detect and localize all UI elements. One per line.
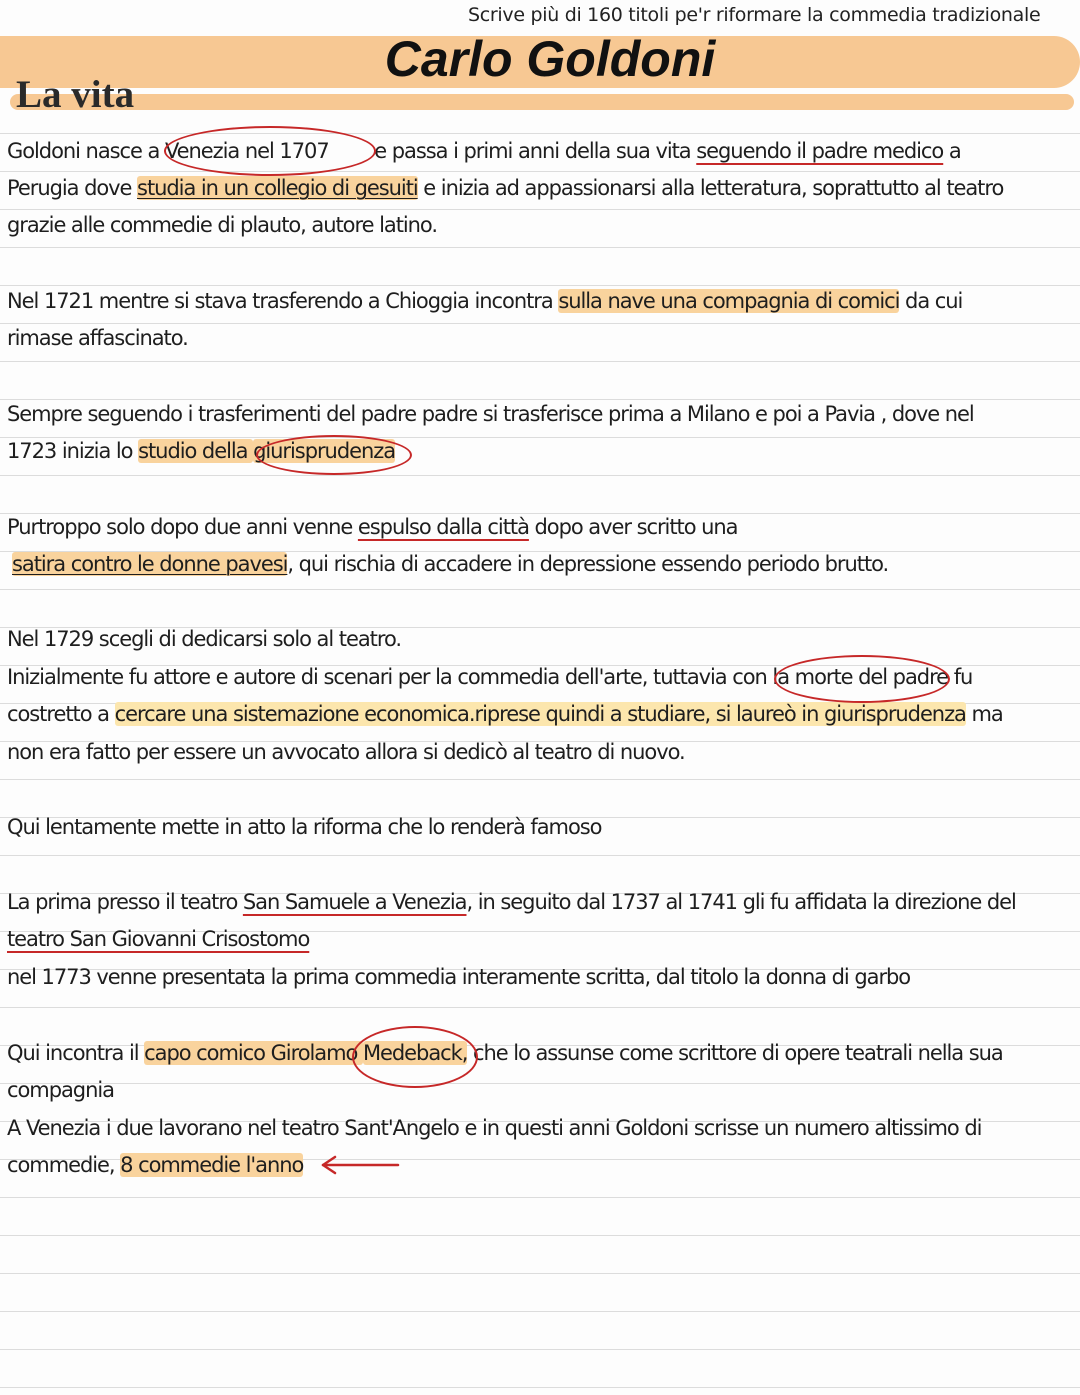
text-run: nel 1773 venne presentata la prima commedia interamente scritta, dal titolo la donna di garbo: [7, 965, 911, 989]
rule-line: [0, 1387, 1080, 1388]
paragraph-line: [7, 924, 1080, 954]
text-run: a: [943, 139, 961, 163]
text-run: Nel 1721 mentre si stava trasferendo a Chioggia incontra: [7, 289, 559, 313]
underlined-text: teatro San Giovanni Crisostomo: [7, 927, 310, 951]
paragraph-line: [7, 286, 1080, 316]
rule-line: [0, 1311, 1080, 1312]
circled-text-morte: morte del padre: [794, 665, 949, 689]
arrow-left-icon: [318, 1153, 402, 1177]
rule-line: [0, 475, 1080, 476]
highlighted-text: studia in un collegio di gesuiti: [137, 176, 418, 200]
text-run: Sempre seguendo i trasferimenti del padre padre si trasferisce prima a Milano e poi a Pavia , dove nel: [7, 402, 974, 426]
text-run: Goldoni nasce a: [7, 139, 165, 163]
paragraph-line: [7, 210, 1080, 240]
highlighted-text: satira contro le donne pavesi: [12, 552, 288, 576]
text-run: Nel 1729 scegli di dedicarsi solo al teatro.: [7, 627, 402, 651]
rule-line: [0, 1235, 1080, 1236]
highlighted-text: 8 commedie l'anno: [120, 1153, 304, 1177]
rule-line: [0, 589, 1080, 590]
highlighted-text: cercare una sistemazione economica.riprese quindi a studiare, si laureò in giurisprudenza: [114, 702, 966, 726]
text-run: Qui incontra il: [7, 1041, 145, 1065]
rule-line: [0, 1273, 1080, 1274]
red-circle-annotation: [164, 126, 376, 176]
text-run: Purtroppo solo dopo due anni venne: [7, 515, 358, 539]
text-run: commedie,: [7, 1153, 121, 1177]
text-run: compagnia: [7, 1078, 114, 1102]
underlined-text: espulso dalla città: [357, 515, 529, 539]
text-run: e passa i primi anni della sua vita: [368, 139, 697, 163]
paragraph-line: [7, 812, 1080, 842]
paragraph-line: [7, 962, 1080, 992]
underlined-text: San Samuele a Venezia: [242, 890, 467, 914]
paragraph-line: [7, 436, 1080, 466]
rule-line: [0, 855, 1080, 856]
rule-line: [0, 1197, 1080, 1198]
paragraph-line: [7, 737, 1080, 767]
circled-text-venezia: Venezia nel 1707: [164, 139, 329, 163]
text-run: Inizialmente fu attore e autore di scenari per la commedia dell'arte, tuttavia con la: [7, 665, 795, 689]
rule-line: [0, 361, 1080, 362]
highlighted-text: capo comico Girolamo: [144, 1041, 363, 1065]
paragraph-line: [7, 549, 1080, 579]
text-run: , in seguito dal 1737 al 1741 gli fu affidata la direzione del: [466, 890, 1016, 914]
text-run: non era fatto per essere un avvocato allora si dedicò al teatro di nuovo.: [7, 740, 685, 764]
text-run: Perugia dove: [7, 176, 138, 200]
text-run: da cui: [899, 289, 963, 313]
text-run: che lo assunse come scrittore di opere teatrali nella sua: [467, 1041, 1003, 1065]
highlighted-text: studio della: [138, 439, 254, 463]
paragraph-line: [7, 699, 1080, 729]
text-run: grazie alle commedie di plauto, autore latino.: [7, 213, 437, 237]
text-run: dopo aver scritto una: [528, 515, 738, 539]
rule-line: [0, 779, 1080, 780]
red-circle-annotation: [774, 655, 950, 703]
text-run: , qui rischia di accadere in depressione essendo periodo brutto.: [287, 552, 889, 576]
paragraph-line: [7, 173, 1080, 203]
paragraph-line: [7, 624, 1080, 654]
circled-text-medeback: Medeback,: [362, 1041, 468, 1065]
text-run: Qui lentamente mette in atto la riforma che lo renderà famoso: [7, 815, 602, 839]
text-run: fu: [948, 665, 973, 689]
paragraph-line: [7, 512, 1080, 542]
page-subtitle: Scrive più di 160 titoli pe'r riformare la commedia tradizionale: [468, 4, 1041, 26]
page-title: Carlo Goldoni: [384, 31, 716, 87]
text-run: 1723 inizia lo: [7, 439, 139, 463]
rule-line: [0, 133, 1080, 134]
text-run: rimase affascinato.: [7, 326, 188, 350]
highlighted-text: sulla nave una compagnia di comici: [558, 289, 900, 313]
paragraph-line: [7, 887, 1080, 917]
text-run: e inizia ad appassionarsi alla letteratura, soprattutto al teatro: [417, 176, 1004, 200]
rule-line: [0, 247, 1080, 248]
underlined-text: seguendo il padre medico: [696, 139, 944, 163]
paragraph-line: [7, 323, 1080, 353]
red-circle-annotation: [256, 435, 412, 475]
paragraph-line: [7, 399, 1080, 429]
circled-text-giurisprudenza: giurisprudenza: [253, 439, 396, 463]
paragraph-line: [7, 1075, 1080, 1105]
section-heading: La vita: [16, 73, 135, 116]
text-run: ma: [965, 702, 1003, 726]
rule-line: [0, 1349, 1080, 1350]
rule-line: [0, 1007, 1080, 1008]
rule-line: [0, 171, 1080, 172]
paragraph-line: [7, 1113, 1080, 1143]
text-run: La prima presso il teatro: [7, 890, 243, 914]
paragraph-line: [7, 1038, 1080, 1068]
text-run: A Venezia i due lavorano nel teatro Sant'Angelo e in questi anni Goldoni scrisse un numero altissimo di: [7, 1116, 982, 1140]
red-circle-annotation: [352, 1026, 478, 1088]
paragraph-line: [7, 1150, 1080, 1180]
section-highlight-band: [10, 94, 1074, 110]
text-run: costretto a: [7, 702, 115, 726]
